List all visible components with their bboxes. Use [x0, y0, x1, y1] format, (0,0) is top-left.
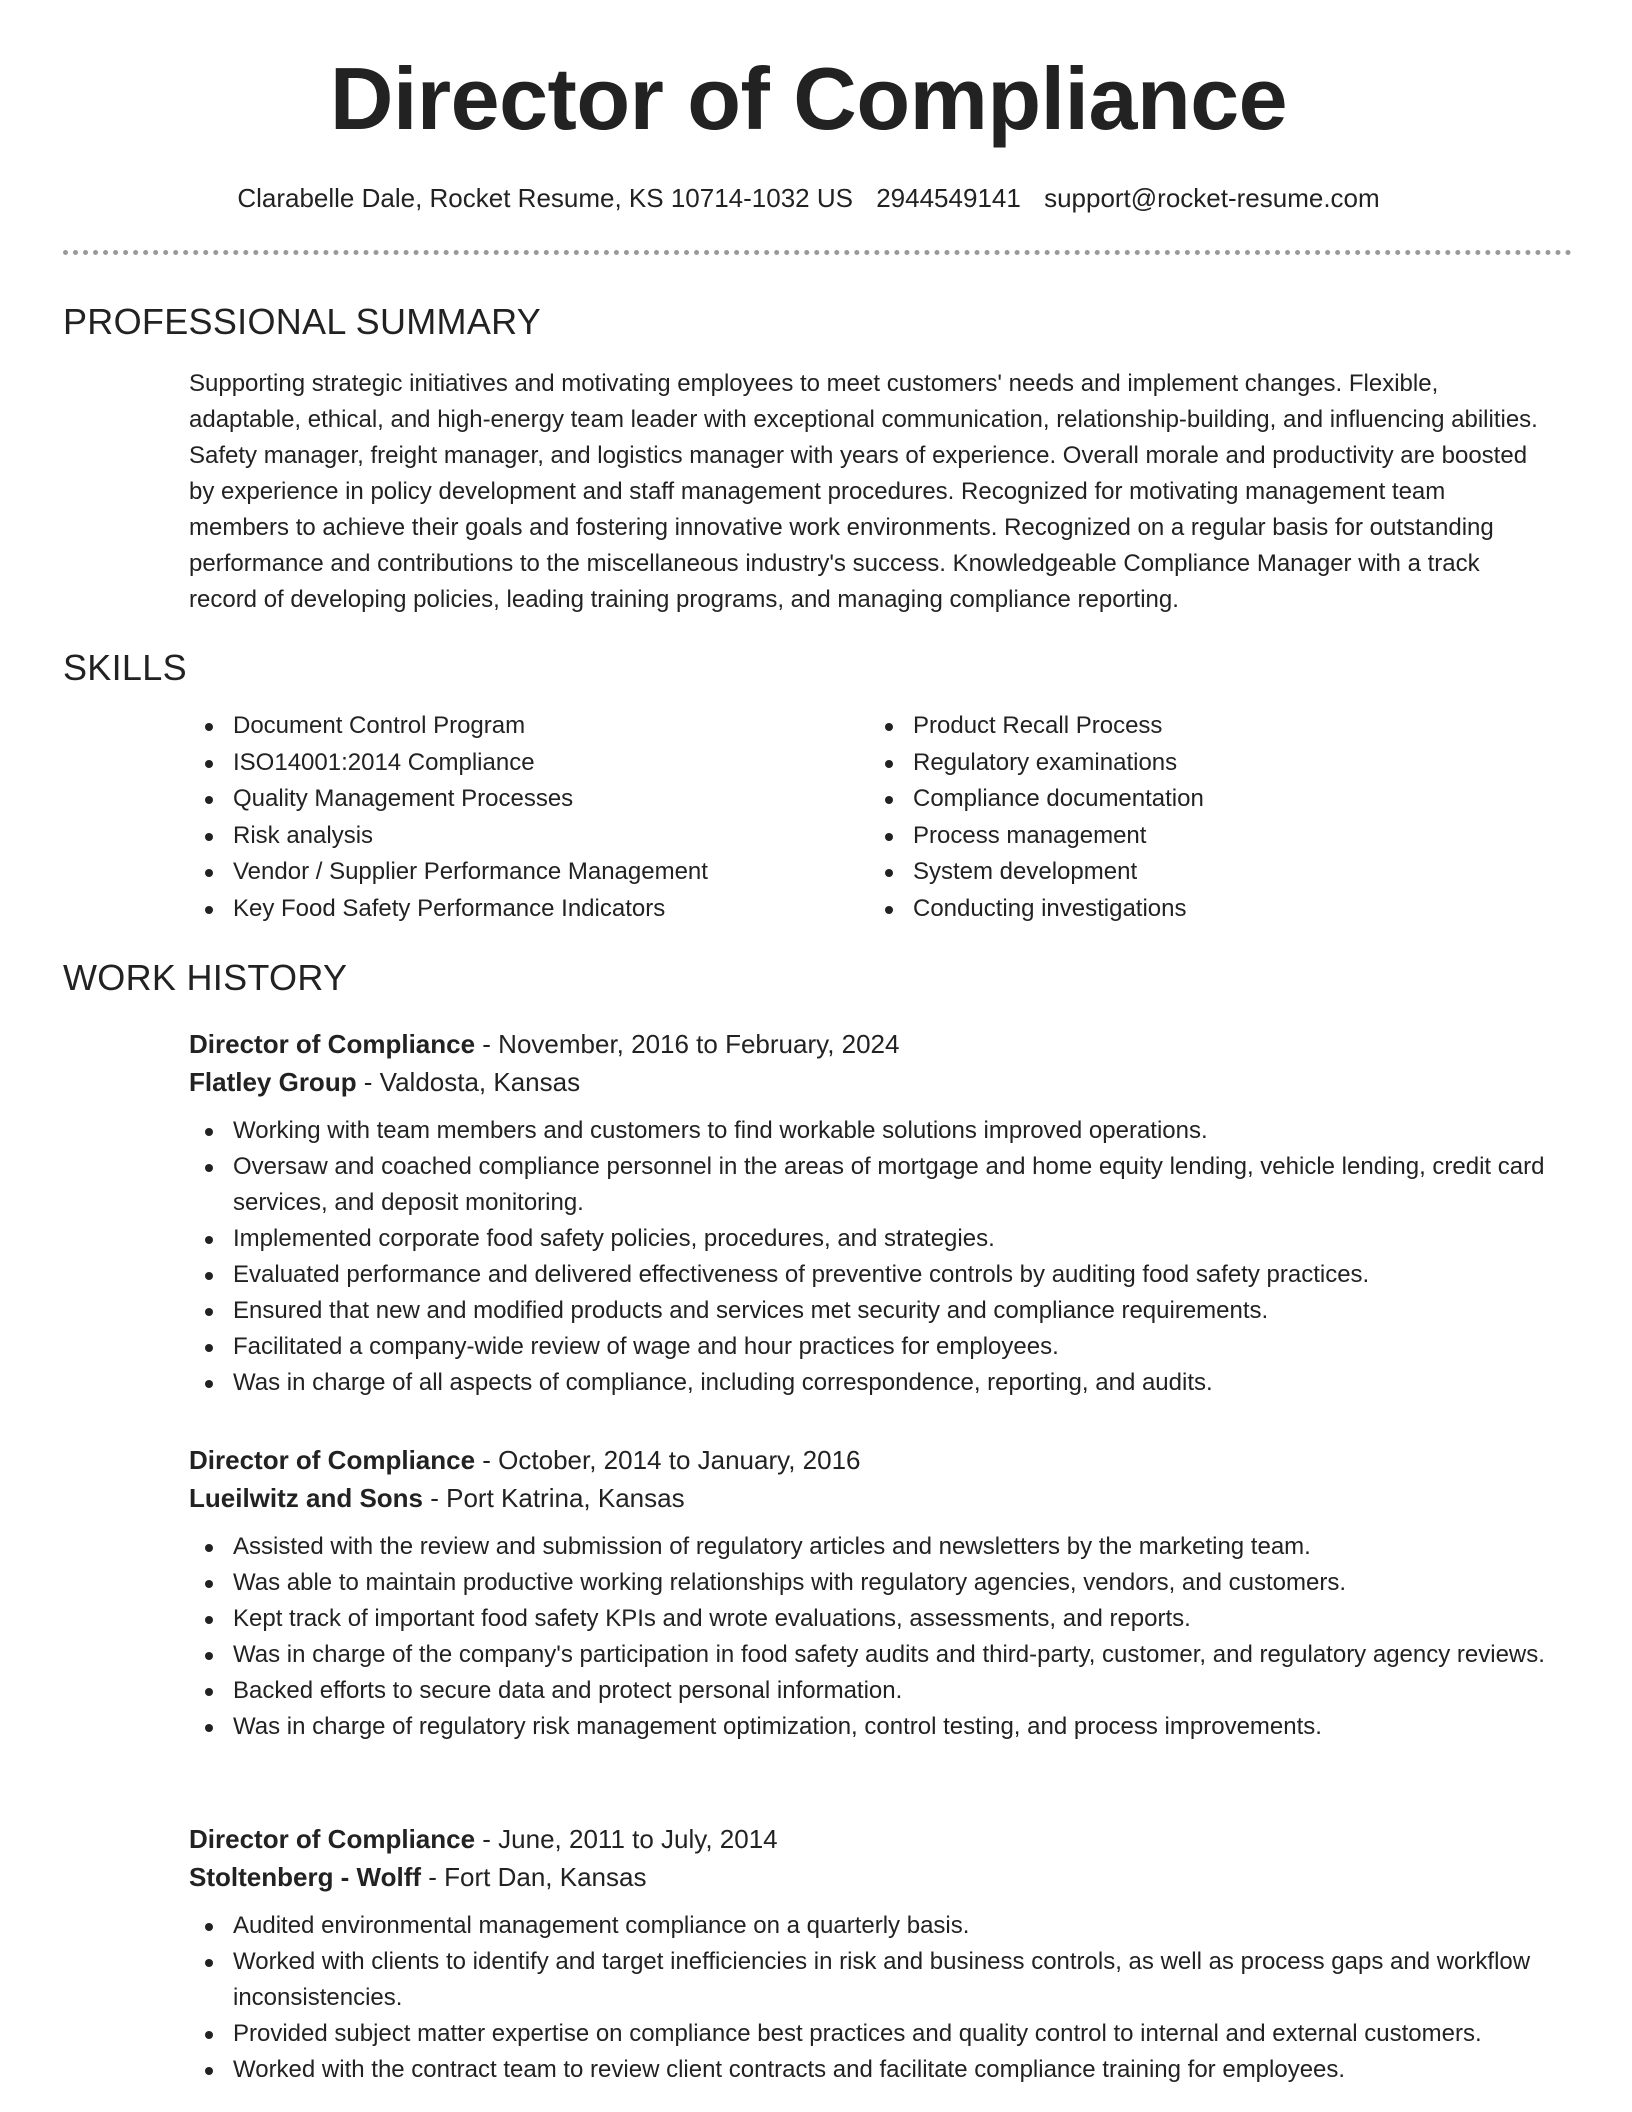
summary-text: Supporting strategic initiatives and motivating employees to meet customers' needs and implement changes. Flexible, adaptable, ethical, and high-energy team leader with exceptional communication, relationship-building, and influencing abilities. Safety manager, freight manager, and logistics manager with years of experience. Overall morale and productivity are boosted by experience in policy development and staff management procedures. Recognized for motivating management team members to achieve their goals and fostering innovative work environments. Recognized on a regular basis for outstanding performance and contributions to the miscellaneous industry's success. Knowledgeable Compliance Manager with a track record of developing policies, leading training programs, and managing compliance reporting.: [189, 370, 1538, 613]
job-company: Lueilwitz and Sons: [189, 1483, 424, 1513]
skill-item: Key Food Safety Performance Indicators: [189, 891, 829, 928]
job-company-line: [189, 1479, 1549, 1517]
job-company-line: [189, 1858, 1549, 1896]
contact-phone: 2944549141: [876, 183, 1021, 213]
job-bullets: [189, 1908, 1549, 2088]
header-divider: [63, 250, 1572, 255]
job-location: - Port Katrina, Kansas: [423, 1483, 685, 1513]
job-dates: - October, 2014 to January, 2016: [475, 1445, 861, 1475]
job-dates: - June, 2011 to July, 2014: [475, 1824, 778, 1854]
job-title: Director of Compliance: [189, 1029, 476, 1059]
job-title: Director of Compliance: [189, 1824, 476, 1854]
skill-item: Vendor / Supplier Performance Management: [189, 854, 829, 891]
job-bullet: Provided subject matter expertise on compliance best practices and quality control to internal and external customers.: [189, 2016, 1549, 2052]
job-entry: [189, 1441, 1549, 1745]
job-location: - Fort Dan, Kansas: [421, 1862, 647, 1892]
contact-email: support@rocket-resume.com: [1044, 183, 1380, 213]
job-bullet: Was in charge of the company's participation in food safety audits and third-party, customer, and regulatory agency reviews.: [189, 1637, 1549, 1673]
work-history-heading: WORK HISTORY: [63, 957, 348, 998]
resume-title: Director of Compliance: [329, 49, 1288, 148]
job-title: Director of Compliance: [189, 1445, 476, 1475]
job-bullet: Implemented corporate food safety policies, procedures, and strategies.: [189, 1221, 1549, 1257]
skill-item: Quality Management Processes: [189, 781, 829, 818]
skill-item: System development: [869, 854, 1549, 891]
contact-address: Clarabelle Dale, Rocket Resume, KS 10714-1032 US: [237, 183, 853, 213]
job-dates: - November, 2016 to February, 2024: [475, 1029, 900, 1059]
contact-line: [0, 183, 1617, 213]
skill-item: Risk analysis: [189, 818, 829, 855]
job-bullets: [189, 1113, 1549, 1401]
skill-item: Process management: [869, 818, 1549, 855]
skill-item: Conducting investigations: [869, 891, 1549, 928]
job-bullet: Ensured that new and modified products and services met security and compliance requirements.: [189, 1293, 1549, 1329]
skills-list-right: [869, 708, 1549, 927]
job-bullet: Audited environmental management compliance on a quarterly basis.: [189, 1908, 1549, 1944]
skill-item: Compliance documentation: [869, 781, 1549, 818]
job-bullet: Was able to maintain productive working relationships with regulatory agencies, vendors, and customers.: [189, 1565, 1549, 1601]
job-bullet: Evaluated performance and delivered effectiveness of preventive controls by auditing food safety practices.: [189, 1257, 1549, 1293]
job-location: - Valdosta, Kansas: [356, 1067, 581, 1097]
job-bullet: Backed efforts to secure data and protect personal information.: [189, 1673, 1549, 1709]
job-bullet: Was in charge of all aspects of compliance, including correspondence, reporting, and audits.: [189, 1365, 1549, 1401]
job-company: Stoltenberg - Wolff: [189, 1862, 422, 1892]
skills-heading: SKILLS: [63, 647, 187, 688]
job-title-line: [189, 1441, 1549, 1479]
job-bullet: Oversaw and coached compliance personnel in the areas of mortgage and home equity lending, vehicle lending, credit card services, and deposit monitoring.: [189, 1149, 1549, 1221]
skill-item: Regulatory examinations: [869, 745, 1549, 782]
skills-list-left: [189, 708, 829, 927]
skill-item: Product Recall Process: [869, 708, 1549, 745]
job-bullet: Worked with the contract team to review client contracts and facilitate compliance training for employees.: [189, 2052, 1549, 2088]
skill-item: ISO14001:2014 Compliance: [189, 745, 829, 782]
job-bullet: Assisted with the review and submission of regulatory articles and newsletters by the marketing team.: [189, 1529, 1549, 1565]
job-bullet: Kept track of important food safety KPIs and wrote evaluations, assessments, and reports.: [189, 1601, 1549, 1637]
job-bullet: Facilitated a company-wide review of wage and hour practices for employees.: [189, 1329, 1549, 1365]
job-bullet: Was in charge of regulatory risk management optimization, control testing, and process improvements.: [189, 1709, 1549, 1745]
job-title-line: [189, 1025, 1549, 1063]
summary-heading: PROFESSIONAL SUMMARY: [63, 301, 542, 342]
skill-item: Document Control Program: [189, 708, 829, 745]
job-bullet: Working with team members and customers to find workable solutions improved operations.: [189, 1113, 1549, 1149]
job-title-line: [189, 1820, 1549, 1858]
job-company-line: [189, 1063, 1549, 1101]
job-entry: [189, 1025, 1549, 1401]
job-entry: [189, 1820, 1549, 2088]
job-bullets: [189, 1529, 1549, 1745]
job-company: Flatley Group: [189, 1067, 357, 1097]
job-bullet: Worked with clients to identify and target inefficiencies in risk and business controls, as well as process gaps and workflow inconsistencies.: [189, 1944, 1549, 2016]
